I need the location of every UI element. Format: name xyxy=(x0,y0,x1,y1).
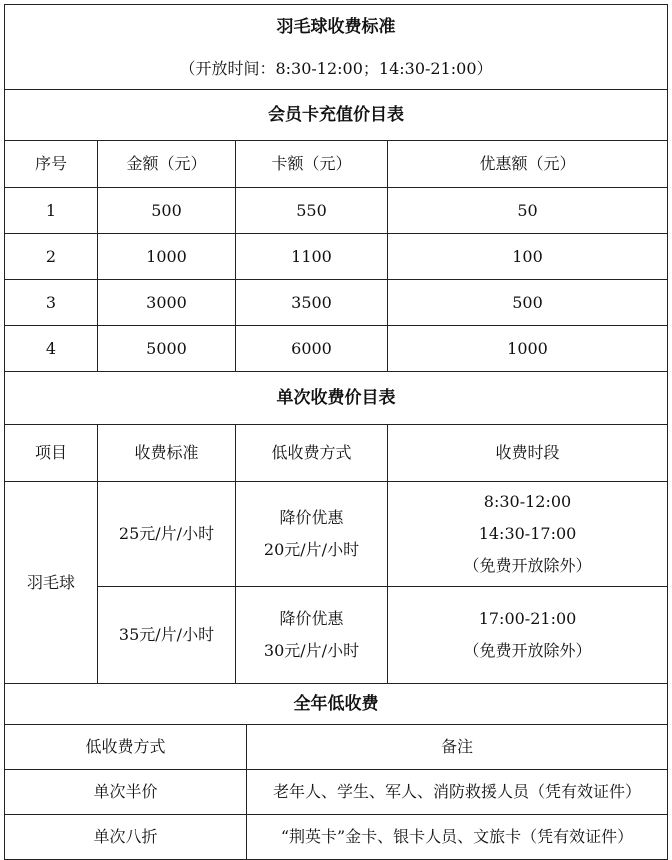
recharge-col-bonus: 优惠额（元） xyxy=(388,141,668,188)
table-row xyxy=(5,770,668,815)
single-col-standard: 收费标准 xyxy=(98,425,236,482)
period-note: （免费开放除外） xyxy=(463,641,592,660)
table-row xyxy=(5,815,668,860)
annual-header-row xyxy=(5,725,668,770)
cell: 3000 xyxy=(98,280,236,326)
discount-price: 20元/片/小时 xyxy=(263,540,360,559)
cell: 500 xyxy=(98,188,236,234)
annual-col-method: 低收费方式 xyxy=(5,725,247,770)
single-col-period: 收费时段 xyxy=(388,425,668,482)
page-title: 羽毛球收费标准 xyxy=(5,5,668,50)
cell: 3500 xyxy=(236,280,388,326)
table-row xyxy=(5,234,668,280)
cell: 5000 xyxy=(98,326,236,372)
period-line: 17:00-21:00 xyxy=(478,609,577,628)
single-standard: 25元/片/小时 xyxy=(98,482,236,587)
single-col-discount: 低收费方式 xyxy=(236,425,388,482)
discount-price: 30元/片/小时 xyxy=(263,641,360,660)
opening-hours: （开放时间：8:30-12:00；14:30-21:00） xyxy=(5,49,668,90)
recharge-col-amount: 金额（元） xyxy=(98,141,236,188)
recharge-section-title: 会员卡充值价目表 xyxy=(5,90,668,141)
cell: 50 xyxy=(388,188,668,234)
cell: “荆英卡”金卡、银卡人员、文旅卡（凭有效证件） xyxy=(247,815,668,860)
period-line: 8:30-12:00 xyxy=(483,492,572,511)
single-item-name: 羽毛球 xyxy=(5,482,98,684)
cell: 1000 xyxy=(98,234,236,280)
single-period xyxy=(388,587,668,684)
cell: 1100 xyxy=(236,234,388,280)
cell: 单次半价 xyxy=(5,770,247,815)
single-period xyxy=(388,482,668,587)
annual-section-title: 全年低收费 xyxy=(5,684,668,725)
fee-table-top xyxy=(4,4,668,684)
cell: 550 xyxy=(236,188,388,234)
cell: 2 xyxy=(5,234,98,280)
recharge-col-index: 序号 xyxy=(5,141,98,188)
table-row xyxy=(5,188,668,234)
table-row xyxy=(5,326,668,372)
single-discount xyxy=(236,482,388,587)
period-note: （免费开放除外） xyxy=(463,556,592,575)
recharge-header-row xyxy=(5,141,668,188)
table-row xyxy=(5,280,668,326)
fee-table-bottom xyxy=(4,683,668,860)
single-header-row xyxy=(5,425,668,482)
cell: 1000 xyxy=(388,326,668,372)
cell: 6000 xyxy=(236,326,388,372)
annual-col-note: 备注 xyxy=(247,725,668,770)
cell: 100 xyxy=(388,234,668,280)
recharge-col-card: 卡额（元） xyxy=(236,141,388,188)
table-row xyxy=(5,587,668,684)
single-standard: 35元/片/小时 xyxy=(98,587,236,684)
cell: 4 xyxy=(5,326,98,372)
period-line: 14:30-17:00 xyxy=(478,524,577,543)
cell: 1 xyxy=(5,188,98,234)
cell: 单次八折 xyxy=(5,815,247,860)
discount-label: 降价优惠 xyxy=(279,609,344,628)
discount-label: 降价优惠 xyxy=(279,508,344,527)
single-col-item: 项目 xyxy=(5,425,98,482)
single-discount xyxy=(236,587,388,684)
cell: 老年人、学生、军人、消防救援人员（凭有效证件） xyxy=(247,770,668,815)
cell: 3 xyxy=(5,280,98,326)
cell: 500 xyxy=(388,280,668,326)
fee-sheet xyxy=(4,4,667,860)
table-row xyxy=(5,482,668,587)
single-section-title: 单次收费价目表 xyxy=(5,372,668,425)
